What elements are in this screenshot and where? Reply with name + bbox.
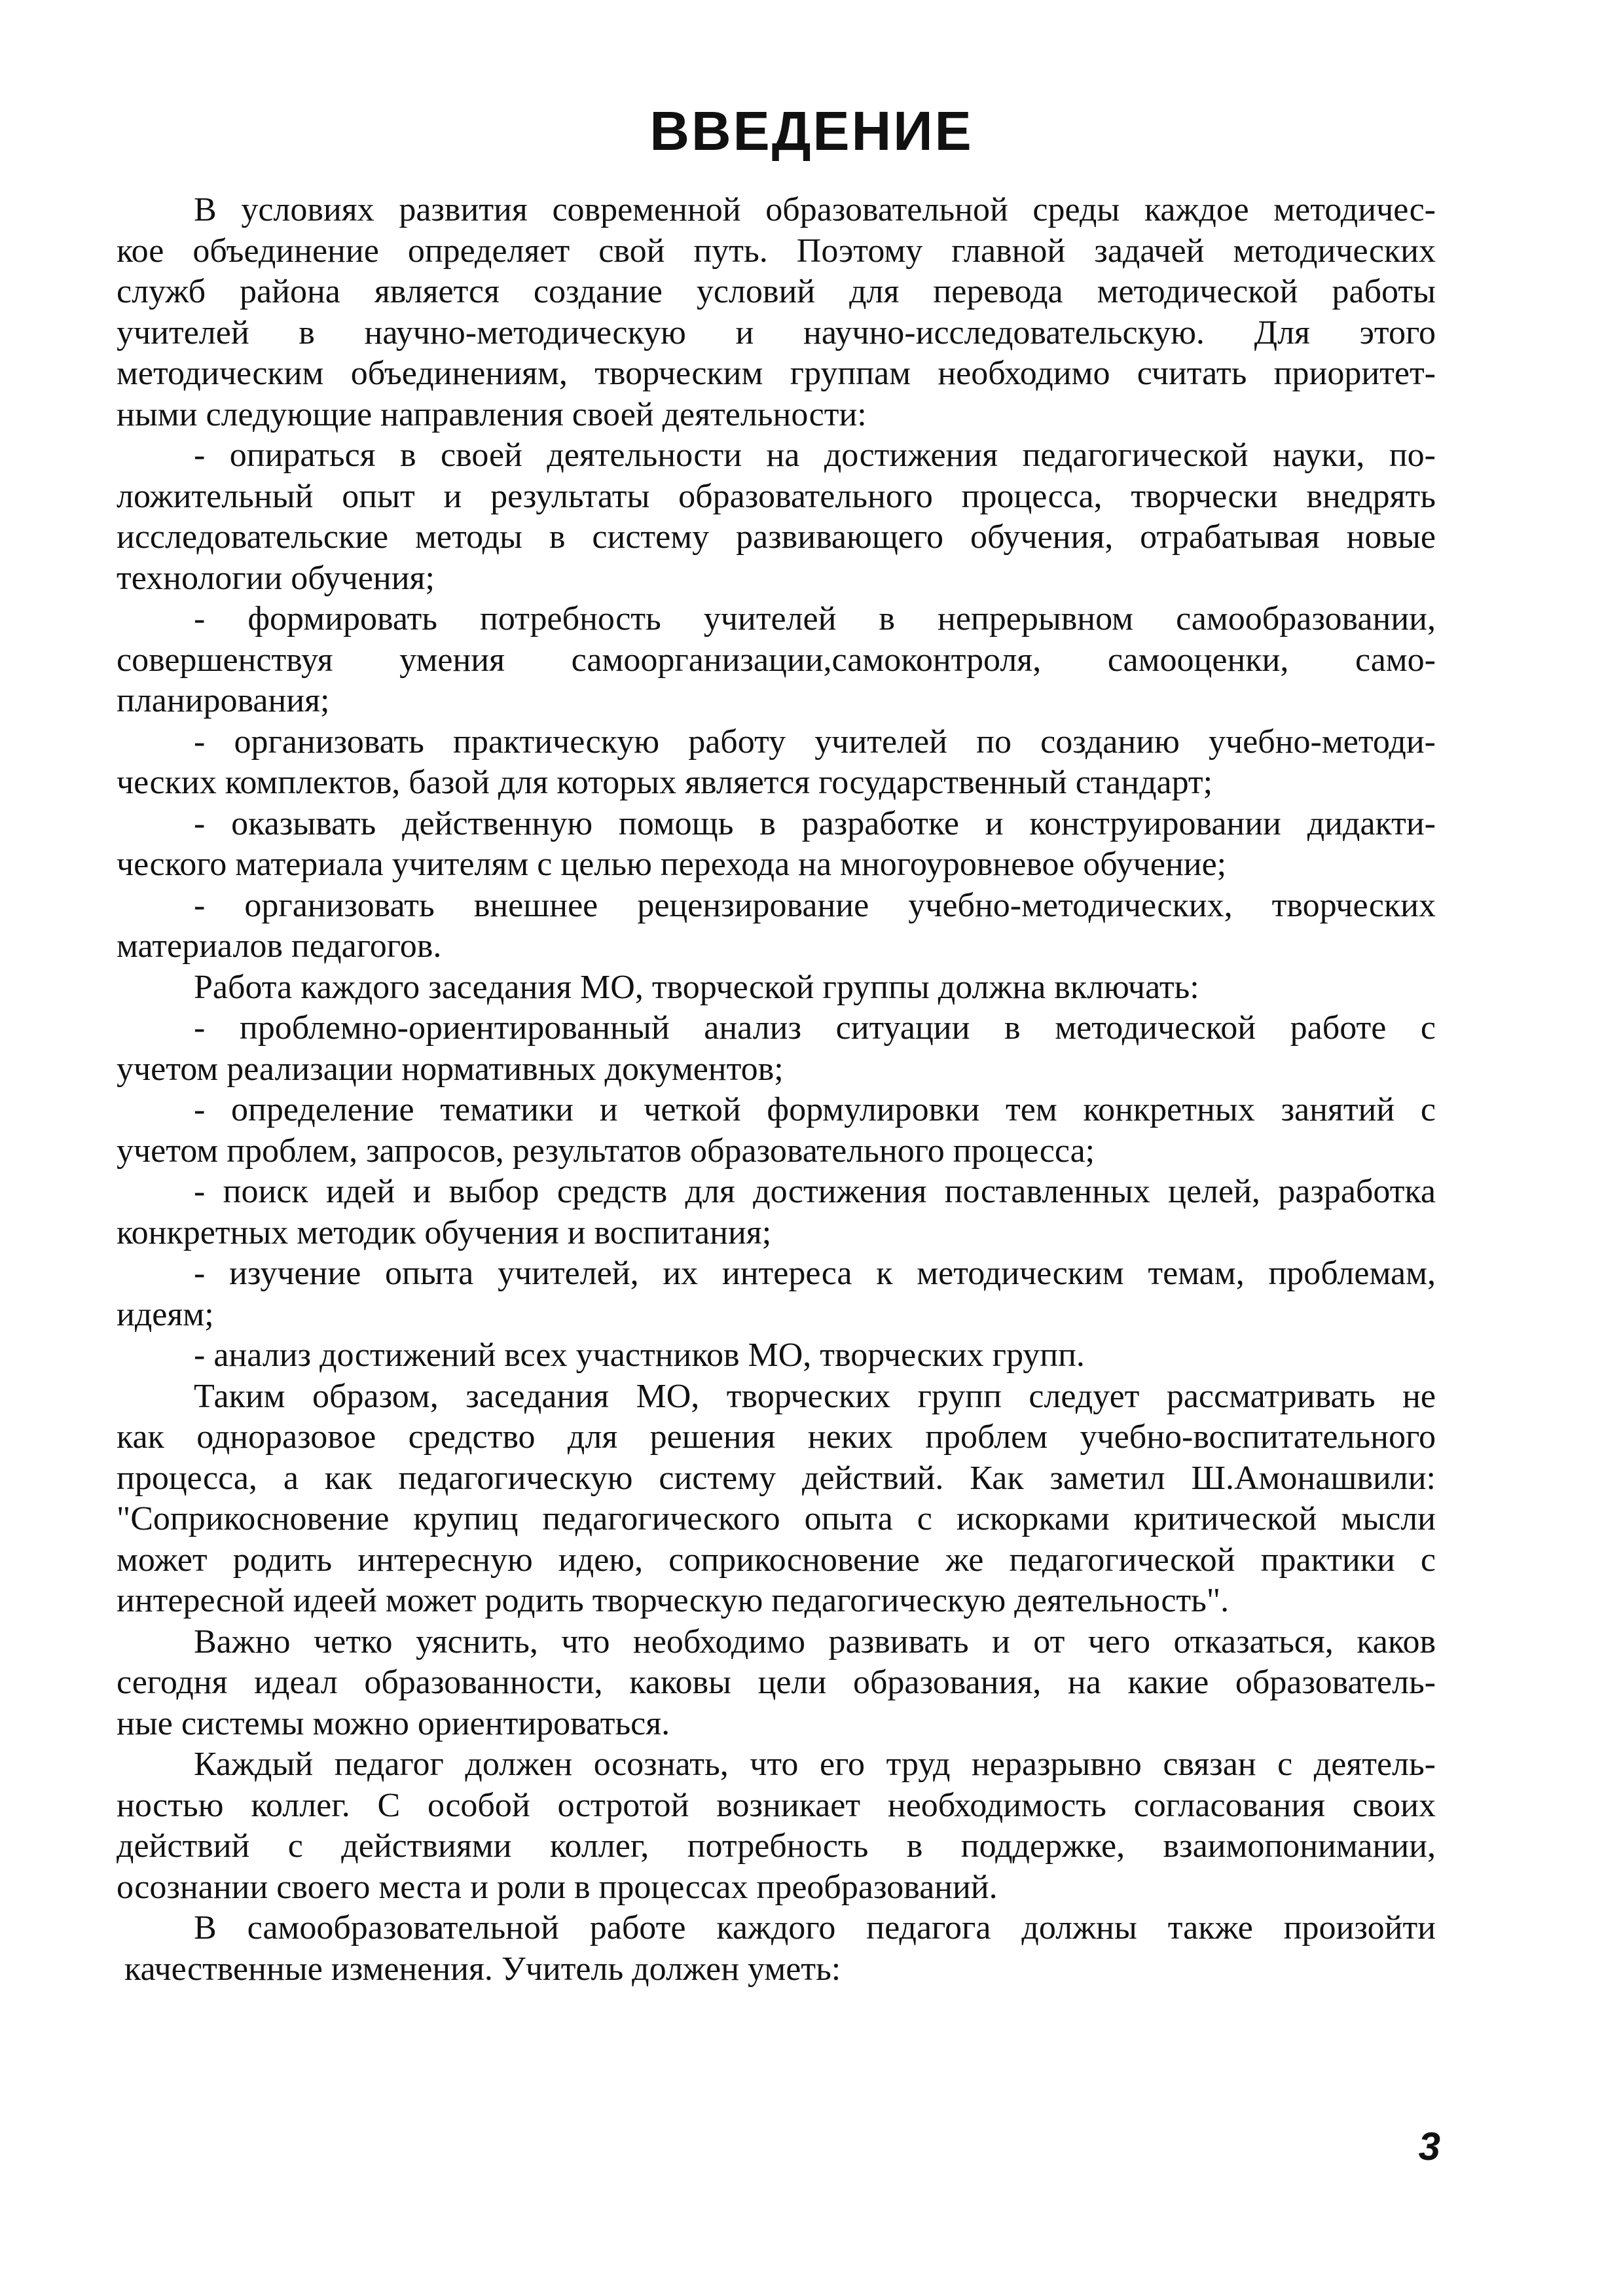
text-line: учетом проблем, запросов, результатов образовательного процесса; — [117, 1132, 1095, 1170]
text-line: может родить интересную идею, соприкосновение же педагогической практики с — [117, 1541, 1436, 1579]
text-line: ные системы можно ориентироваться. — [117, 1704, 670, 1742]
text-line: служб района является создание условий для перевода методической работы — [117, 273, 1436, 310]
text-line: - опираться в своей деятельности на достижения педагогической науки, по- — [194, 437, 1436, 474]
text-line: действий с действиями коллег, потребность в поддержке, взаимопонимании, — [117, 1827, 1436, 1865]
text-line: ложительный опыт и результаты образовательного процесса, творчески внедрять — [117, 477, 1436, 515]
text-line: - анализ достижений всех участников МО, творческих групп. — [194, 1336, 1085, 1374]
text-line: - изучение опыта учителей, их интереса к методическим темам, проблемам, — [194, 1255, 1436, 1292]
text-line: В самообразовательной работе каждого педагога должны также произойти — [194, 1909, 1436, 1946]
text-line: ческих комплектов, базой для которых является государственный стандарт; — [117, 764, 1213, 801]
text-line: Таким образом, заседания МО, творческих групп следует рассматривать не — [194, 1377, 1436, 1415]
text-line: - организовать внешнее рецензирование учебно-методических, творческих — [194, 886, 1436, 924]
text-line: - оказывать действенную помощь в разработке и конструировании дидакти- — [194, 804, 1436, 842]
text-line: В условиях развития современной образовательной среды каждое методичес- — [194, 191, 1436, 228]
text-line: качественные изменения. Учитель должен уметь: — [124, 1950, 841, 1988]
text-line: процесса, а как педагогическую систему действий. Как заметил Ш.Амонашвили: — [117, 1459, 1436, 1497]
text-line: ными следующие направления своей деятельности: — [117, 395, 867, 433]
text-line: ческого материала учителям с целью перехода на многоуровневое обучение; — [117, 846, 1227, 883]
text-line: технологии обучения; — [117, 559, 435, 597]
text-line: осознании своего места и роли в процессах преобразований. — [117, 1868, 998, 1906]
page-number: 3 — [1418, 2125, 1440, 2168]
text-line: совершенствуя умения самоорганизации,самоконтроля, самооценки, само- — [117, 641, 1436, 679]
text-line: - формировать потребность учителей в непрерывном самообразовании, — [194, 600, 1436, 637]
text-line: учетом реализации нормативных документов; — [117, 1050, 784, 1088]
text-line: ностью коллег. С особой остротой возникает необходимость согласования своих — [117, 1786, 1436, 1824]
text-line: кое объединение определяет свой путь. Поэтому главной задачей методических — [117, 232, 1436, 270]
text-line: - проблемно-ориентированный анализ ситуации в методической работе с — [194, 1009, 1436, 1047]
text-line: планирования; — [117, 682, 330, 719]
text-line: "Соприкосновение крупиц педагогического опыта с искорками критической мысли — [117, 1500, 1436, 1537]
text-line: - определение тематики и четкой формулировки тем конкретных занятий с — [194, 1091, 1436, 1128]
text-line: идеям; — [117, 1295, 214, 1333]
text-line: учителей в научно-методическую и научно-исследовательскую. Для этого — [117, 314, 1436, 351]
text-line: - организовать практическую работу учителей по созданию учебно-методи- — [194, 723, 1436, 761]
text-line: Работа каждого заседания МО, творческой группы должна включать: — [194, 968, 1199, 1006]
text-line: материалов педагогов. — [117, 927, 442, 965]
page-title: ВВЕДЕНИЕ — [649, 100, 974, 162]
text-line: Каждый педагог должен осознать, что его труд неразрывно связан с деятель- — [194, 1746, 1436, 1783]
text-line: методическим объединениям, творческим группам необходимо считать приоритет- — [117, 355, 1436, 392]
text-line: как одноразовое средство для решения неких проблем учебно-воспитательного — [117, 1418, 1436, 1456]
text-line: интересной идеей может родить творческую педагогическую деятельность". — [117, 1582, 1230, 1619]
text-line: - поиск идей и выбор средств для достижения поставленных целей, разработка — [194, 1173, 1436, 1210]
text-line: сегодня идеал образованности, каковы цели образования, на какие образователь- — [117, 1664, 1436, 1701]
text-line: исследовательские методы в систему развивающего обучения, отрабатывая новые — [117, 518, 1436, 556]
body-text — [117, 190, 1436, 1990]
text-line: конкретных методик обучения и воспитания; — [117, 1213, 772, 1251]
text-line: Важно четко уяснить, что необходимо развивать и от чего отказаться, каков — [194, 1623, 1436, 1660]
